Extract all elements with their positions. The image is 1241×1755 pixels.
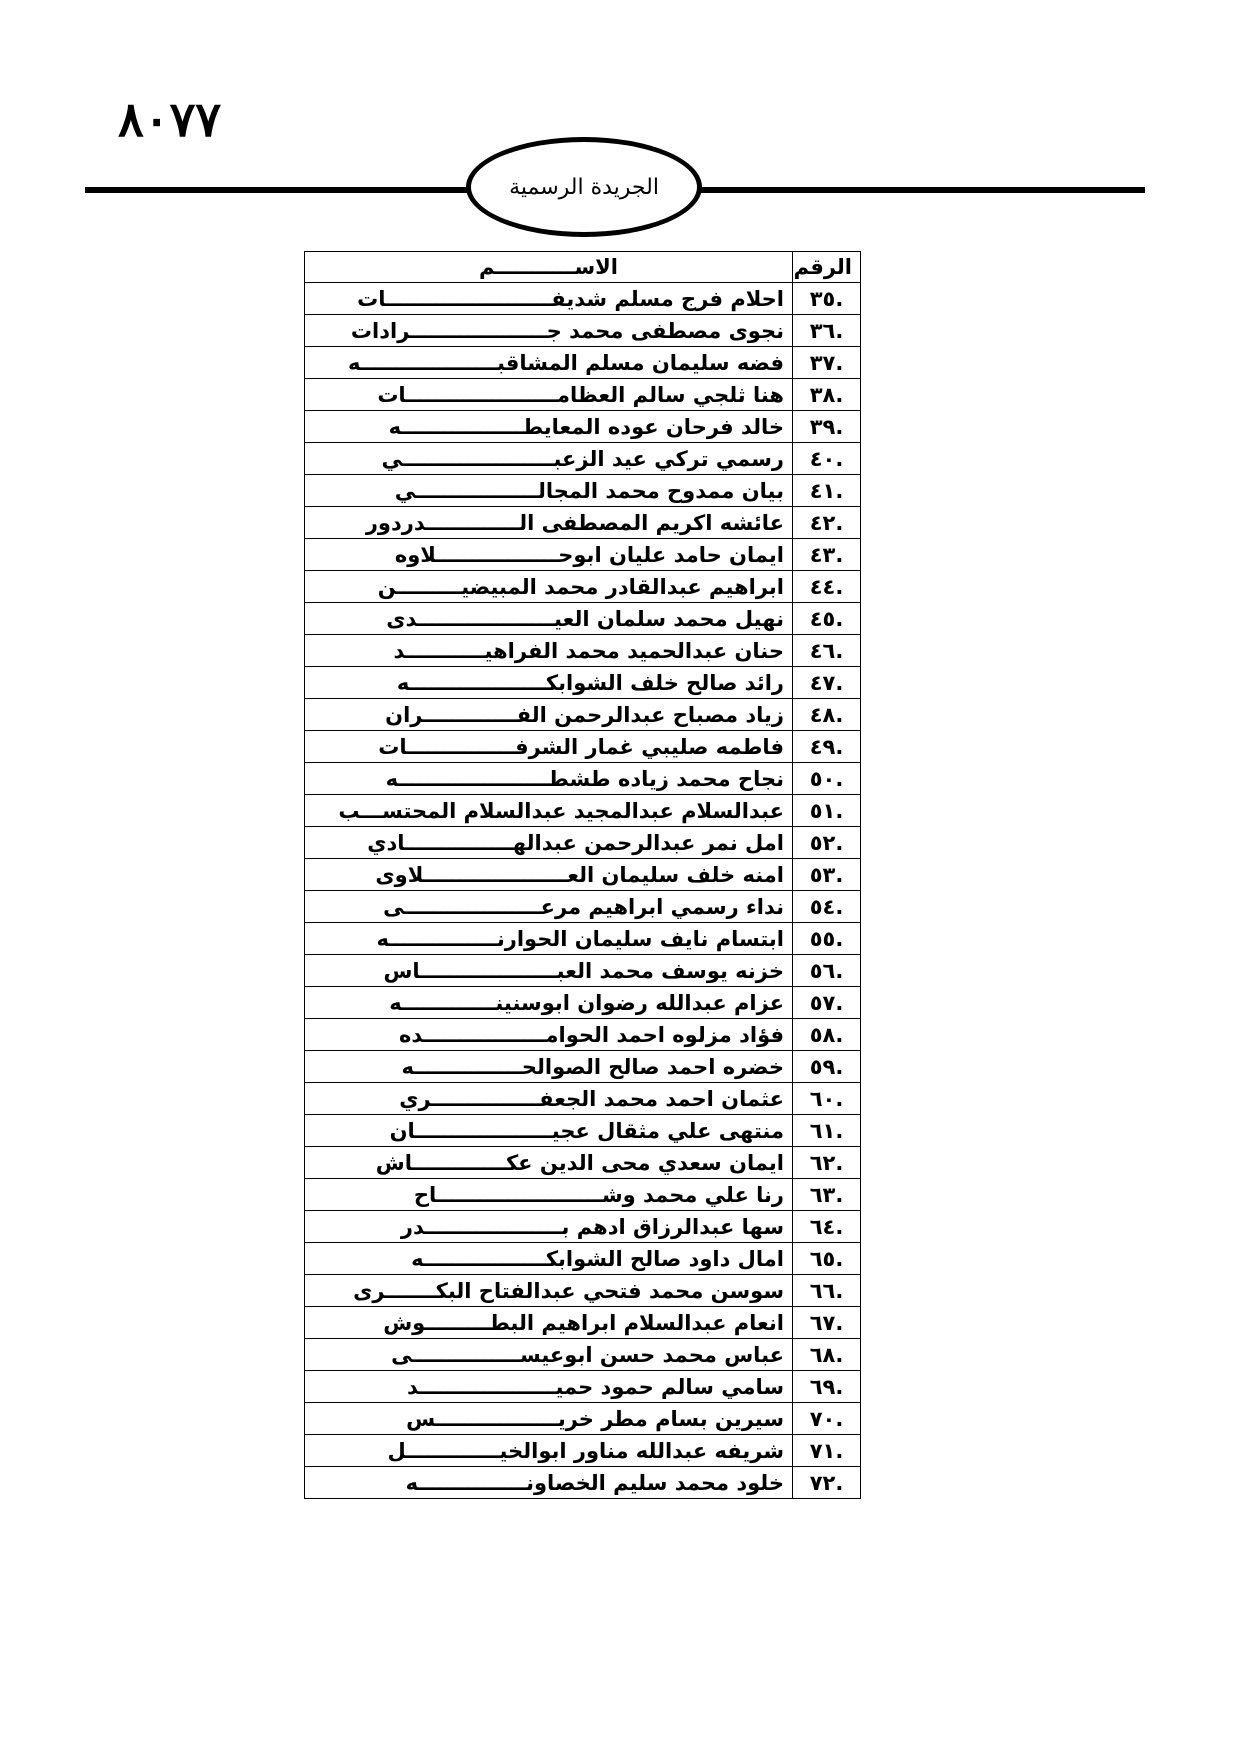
row-number: .٤٣: [793, 539, 861, 571]
row-number: .٥٨: [793, 1019, 861, 1051]
table-row: [305, 1371, 861, 1403]
table-row: [305, 1339, 861, 1371]
person-name: امال داود صالح الشوابكـــــــــــــــــه: [305, 1243, 793, 1275]
person-name: رسمي تركي عيد الزعبـــــــــــــــــــــي: [305, 443, 793, 475]
table-row: [305, 443, 861, 475]
person-name: بيان ممدوح محمد المجالـــــــــــــــــي: [305, 475, 793, 507]
row-number: .٤٩: [793, 731, 861, 763]
row-number: .٤٧: [793, 667, 861, 699]
table-row: [305, 379, 861, 411]
row-number: .٣٨: [793, 379, 861, 411]
row-number: .٦٥: [793, 1243, 861, 1275]
person-name: هنا ثلجي سالم العظامـــــــــــــــــــــات: [305, 379, 793, 411]
row-number: .٤٥: [793, 603, 861, 635]
person-name: شريفه عبدالله مناور ابوالخيـــــــــــــل: [305, 1435, 793, 1467]
table-row: [305, 635, 861, 667]
person-name: خالد فرحان عوده المعايطـــــــــــــــــه: [305, 411, 793, 443]
table-row: [305, 539, 861, 571]
person-name: سوسن محمد فتحي عبدالفتاح البكـــــــرى: [305, 1275, 793, 1307]
column-header-number: الرقم: [793, 252, 861, 283]
person-name: فؤاد مزلوه احمد الحوامـــــــــــــــــده: [305, 1019, 793, 1051]
table-row: [305, 1243, 861, 1275]
person-name: انعام عبدالسلام ابراهيم البطـــــــــوش: [305, 1307, 793, 1339]
person-name: سها عبدالرزاق ادهم بـــــــــــــــــــدر: [305, 1211, 793, 1243]
person-name: سيرين بسام مطر خريـــــــــــــــــس: [305, 1403, 793, 1435]
table-row: [305, 347, 861, 379]
row-number: .٣٦: [793, 315, 861, 347]
page-number: ٨٠٧٧: [118, 92, 222, 148]
person-name: ابراهيم عبدالقادر محمد المبيضيـــــــــن: [305, 571, 793, 603]
table-row: [305, 1019, 861, 1051]
person-name: عائشه اكريم المصطفى الـــــــــــــدردور: [305, 507, 793, 539]
table-row: [305, 1307, 861, 1339]
table-row: [305, 699, 861, 731]
table-row: [305, 987, 861, 1019]
person-name: رنا علي محمد وشـــــــــــــــــــــــاح: [305, 1179, 793, 1211]
row-number: .٥١: [793, 795, 861, 827]
gazette-title-oval: [466, 137, 702, 237]
table-row: [305, 1435, 861, 1467]
table-row: [305, 795, 861, 827]
row-number: .٤٠: [793, 443, 861, 475]
person-name: فاطمه صليبي غمار الشرفـــــــــــــــات: [305, 731, 793, 763]
person-name: رائد صالح خلف الشوابكـــــــــــــــــــه: [305, 667, 793, 699]
row-number: .٥٩: [793, 1051, 861, 1083]
row-number: .٥٠: [793, 763, 861, 795]
row-number: .٣٧: [793, 347, 861, 379]
table-row: [305, 1051, 861, 1083]
table-row: [305, 475, 861, 507]
table-row: [305, 667, 861, 699]
row-number: .٥٢: [793, 827, 861, 859]
table-row: [305, 859, 861, 891]
table-row: [305, 1211, 861, 1243]
row-number: .٥٣: [793, 859, 861, 891]
person-name: فضه سليمان مسلم المشاقبـــــــــــــــــــه: [305, 347, 793, 379]
table-row: [305, 603, 861, 635]
table-row: [305, 1115, 861, 1147]
person-name: نهيل محمد سلمان العيـــــــــــــــــــدى: [305, 603, 793, 635]
column-header-name: الاســـــــــــم: [305, 252, 793, 283]
person-name: خزنه يوسف محمد العبـــــــــــــــــــاس: [305, 955, 793, 987]
person-name: امل نمر عبدالرحمن عبدالهـــــــــــــــادي: [305, 827, 793, 859]
table-row: [305, 763, 861, 795]
row-number: .٤٢: [793, 507, 861, 539]
gazette-title: الجريدة الرسمية: [509, 174, 659, 200]
table-row: [305, 315, 861, 347]
person-name: ابتسام نايف سليمان الحوارنـــــــــــــــه: [305, 923, 793, 955]
row-number: .٤٨: [793, 699, 861, 731]
table-row: [305, 891, 861, 923]
person-name: خلود محمد سليم الخصاونـــــــــــــــه: [305, 1467, 793, 1499]
person-name: نجاح محمد زياده طشطـــــــــــــــــــــه: [305, 763, 793, 795]
row-number: .٤٦: [793, 635, 861, 667]
row-number: .٤١: [793, 475, 861, 507]
table-row: [305, 411, 861, 443]
row-number: .٥٥: [793, 923, 861, 955]
person-name: سامي سالم حمود حميـــــــــــــــــــد: [305, 1371, 793, 1403]
table-row: [305, 571, 861, 603]
row-number: .٥٤: [793, 891, 861, 923]
person-name: امنه خلف سليمان العــــــــــــــــــــلاوى: [305, 859, 793, 891]
person-name: زياد مصباح عبدالرحمن الفـــــــــــــران: [305, 699, 793, 731]
row-number: .٧٢: [793, 1467, 861, 1499]
person-name: نداء رسمي ابراهيم مرعـــــــــــــــــــى: [305, 891, 793, 923]
row-number: .٦٢: [793, 1147, 861, 1179]
person-name: نجوى مصطفى محمد جـــــــــــــــــــرادات: [305, 315, 793, 347]
table-row: [305, 1467, 861, 1499]
row-number: .٤٤: [793, 571, 861, 603]
row-number: .٦٦: [793, 1275, 861, 1307]
row-number: .٦٣: [793, 1179, 861, 1211]
row-number: .٦٤: [793, 1211, 861, 1243]
row-number: .٧١: [793, 1435, 861, 1467]
table-row: [305, 1083, 861, 1115]
table-header-row: [305, 252, 861, 283]
row-number: .٦٨: [793, 1339, 861, 1371]
names-table: [304, 251, 861, 1499]
table-row: [305, 1147, 861, 1179]
row-number: .٣٥: [793, 283, 861, 315]
row-number: .٦٧: [793, 1307, 861, 1339]
person-name: عبدالسلام عبدالمجيد عبدالسلام المحتســـب: [305, 795, 793, 827]
person-name: خضره احمد صالح الصوالحـــــــــــــــه: [305, 1051, 793, 1083]
table-row: [305, 507, 861, 539]
table-row: [305, 923, 861, 955]
table-row: [305, 827, 861, 859]
row-number: .٥٦: [793, 955, 861, 987]
person-name: عثمان احمد محمد الجعفـــــــــــــــري: [305, 1083, 793, 1115]
row-number: .٥٧: [793, 987, 861, 1019]
row-number: .٦٩: [793, 1371, 861, 1403]
table-row: [305, 1179, 861, 1211]
row-number: .٧٠: [793, 1403, 861, 1435]
row-number: .٣٩: [793, 411, 861, 443]
table-row: [305, 955, 861, 987]
table-row: [305, 1403, 861, 1435]
person-name: ايمان حامد عليان ابوحـــــــــــــــــلاوه: [305, 539, 793, 571]
row-number: .٦١: [793, 1115, 861, 1147]
person-name: احلام فرج مسلم شديفـــــــــــــــــــــــات: [305, 283, 793, 315]
table-row: [305, 283, 861, 315]
person-name: حنان عبدالحميد محمد الفراهيـــــــــــد: [305, 635, 793, 667]
row-number: .٦٠: [793, 1083, 861, 1115]
person-name: عباس محمد حسن ابوعيســـــــــــــــى: [305, 1339, 793, 1371]
table-row: [305, 731, 861, 763]
person-name: منتهى علي مثقال عجيـــــــــــــــــــان: [305, 1115, 793, 1147]
person-name: ايمان سعدي محى الدين عكـــــــــــــاش: [305, 1147, 793, 1179]
person-name: عزام عبدالله رضوان ابوسنينـــــــــــــه: [305, 987, 793, 1019]
table-row: [305, 1275, 861, 1307]
